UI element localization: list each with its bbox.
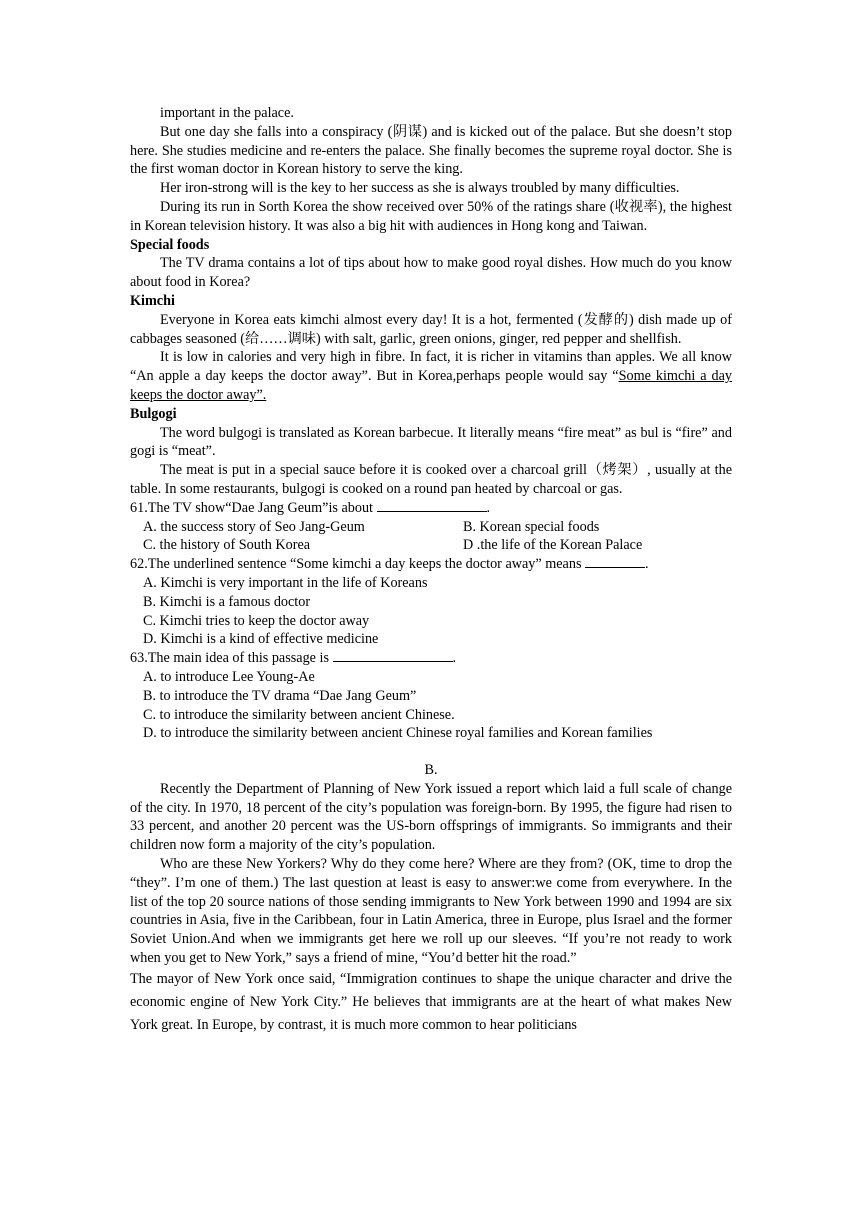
section-heading-special-foods: Special foods (130, 236, 210, 253)
answer-blank[interactable] (333, 649, 453, 662)
question-62-end: . (645, 556, 649, 573)
question-61-options-row (143, 518, 732, 537)
passage-b-label: B. (424, 762, 438, 779)
option[interactable]: C. to introduce the similarity between ancient Chinese. (143, 706, 455, 723)
option[interactable]: A. to introduce Lee Young-Ae (143, 668, 315, 685)
kimchi-text: It is low in calories and very high in fibre. In fact, it is richer in vitamins than apples. We all know “An apple a day keeps the doctor away”. But in Korea,perhaps people would say “ (130, 349, 732, 385)
question-62 (130, 555, 732, 574)
question-62-text: 62.The underlined sentence “Some kimchi a day keeps the doctor away” means (130, 556, 582, 573)
question-63 (130, 649, 732, 668)
answer-blank[interactable] (377, 499, 487, 512)
passage-a-paragraph: The TV drama contains a lot of tips about how to make good royal dishes. How much do you know about food in Korea? (130, 255, 732, 291)
passage-a-paragraph: But one day she falls into a conspiracy (阴谋) and is kicked out of the palace. But she doesn’t stop here. She studies medicine and re-enters the palace. She finally becomes the supreme royal doctor. She is the first woman doctor in Korean history to serve the king. (130, 123, 732, 178)
passage-b-paragraph: Recently the Department of Planning of New York issued a report which laid a full scale of change of the city. In 1970, 18 percent of the city’s population was foreign-born. By 1995, the figure had risen to 33 percent, and another 20 percent was the US-born offsprings of immigrants. So immigrants and their children now form a majority of the city’s population. (130, 780, 732, 854)
question-63-end: . (452, 650, 457, 667)
passage-a-paragraph (130, 348, 732, 404)
option[interactable]: D .the life of the Korean Palace (463, 537, 643, 554)
question-61-text: 61.The TV show“Dae Jang Geum”is about (130, 499, 373, 516)
option[interactable]: B. to introduce the TV drama “Dae Jang Geum” (143, 687, 417, 704)
option[interactable]: B. Korean special foods (463, 518, 600, 535)
passage-b-paragraph: Who are these New Yorkers? Why do they come here? Where are they from? (OK, time to drop the “they”. I’m one of them.) The last question at least is easy to answer:we come from everywhere. In the list of the top 20 source nations of those sending immigrants to New York between 1990 and 1994 are six countries in Asia, five in the Caribbean, four in Latin America, three in Europe, plus Israel and the former Soviet Union.And when we immigrants get here we roll up our sleeves. “If you’re not ready to work when you get to New York,” says a friend of mine, “You’d better hit the road.” (130, 856, 732, 967)
document-page (130, 104, 732, 1037)
option[interactable]: C. the history of South Korea (143, 537, 311, 554)
passage-a-paragraph: During its run in Sorth Korea the show received over 50% of the ratings share (收视率), the highest in Korean television history. It was also a big hit with audiences in Hong kong and Taiwan. (130, 198, 732, 234)
option[interactable]: B. Kimchi is a famous doctor (143, 593, 311, 610)
option[interactable]: A. the success story of Seo Jang-Geum (143, 518, 365, 535)
passage-a-paragraph: The word bulgogi is translated as Korean barbecue. It literally means “fire meat” as bul is “fire” and gogi is “meat”. (130, 424, 732, 460)
answer-blank[interactable] (585, 555, 645, 568)
question-61 (130, 499, 732, 518)
question-61-options-row (143, 536, 732, 555)
section-heading-kimchi: Kimchi (130, 292, 175, 309)
option[interactable]: D. Kimchi is a kind of effective medicine (143, 631, 379, 648)
passage-a-paragraph: Her iron-strong will is the key to her success as she is always troubled by many difficulties. (160, 180, 680, 197)
option[interactable]: C. Kimchi tries to keep the doctor away (143, 612, 370, 629)
section-heading-bulgogi: Bulgogi (130, 405, 177, 422)
passage-b-paragraph: The mayor of New York once said, “Immigration continues to shape the unique character and drive the economic engine of New York City.” He believes that immigrants are at the heart of what makes New York great. In Europe, by contrast, it is much more common to hear politicians (130, 970, 732, 1033)
passage-a-paragraph: Everyone in Korea eats kimchi almost every day! It is a hot, fermented (发酵的) dish made up of cabbages seasoned (给……调味) with salt, garlic, green onions, ginger, red pepper and shellfish. (130, 311, 732, 347)
option[interactable]: D. to introduce the similarity between ancient Chinese royal families and Korean families (143, 725, 653, 742)
question-61-end: . (486, 499, 491, 516)
question-63-text: 63.The main idea of this passage is (130, 650, 329, 667)
option[interactable]: A. Kimchi is very important in the life of Koreans (143, 574, 428, 591)
passage-a-paragraph: The meat is put in a special sauce before it is cooked over a charcoal grill（烤架）, usually at the table. In some restaurants, bulgogi is cooked on a round pan heated by charcoal or gas. (130, 462, 732, 497)
underlined-sentence: Some kimchi a day keeps the doctor away”. (130, 368, 732, 403)
passage-a-intro-tail: important in the palace. (160, 105, 294, 121)
